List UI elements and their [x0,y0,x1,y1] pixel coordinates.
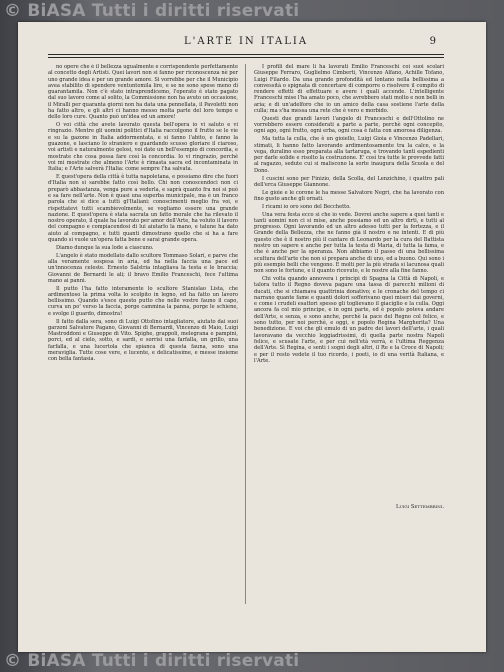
paragraph: E quest'opera della città è tutta napoletana, e possiamo dire che fuori d'Italia non si sarebbe fatto così bello. Chi non conoscendoci non ci preparò abbastanza, venga pure a vederla, e saprà quanto fra noi si può e sa fare nell'arte. Non è quasi una superba municipale, ma è un franco parola che si dice a tutti gl'Italiani: conoscimenti meglio fra voi, e rispettatevi tutti scambievolmente, se vogliamo essere una grande nazione. E quest'opera è stata sacrata un fatto morale che ha rilevato il nostro operato, il quale ha lavorato per amor dell'Arte, ha voluto il lavoro del compagno e compiacendosi di lui aiutarlo la mano, e talune ha dato aiuto al compagno, e tutti quanti dimostrano quello che si ha a fare quando si vuole un'opera fatta bene e sarai grande opera. [48,174,238,244]
watermark-top-text: © BiASA Tutti i diritti riservati [4,1,300,21]
paragraph: Il putto l'ha fatto interamente lo scultore Stanislao Lista, che ardimentoso la prima volta lo scolpito in legno, ed ha fatto un lavoro bellissimo. Quando s'esce questo putto che nelle vostre fauno il capo, curva un po' verso la faccia, porge cammina la panna, porge le schiene, e svolge il guardo, dimostra! [48,285,238,317]
paragraph: I ricami io oro sono del Becchetto. [262,203,351,210]
paragraph: L'angelo è stato modellato dallo scultore Tommaso Solari, e parve che alla veramente sospesa in aria, ed ha nella faccia una pace ed un'innocenza celeste. Ernesto Salstria intagliava la testa e le braccia; Giovanni de Bernardi le ali; il bravo Emilio Franceschi, fece l'ultima mano ai panni. [48,252,238,284]
author-signature: Luigi Settembrini. [396,504,444,510]
paragraph: Diamo dunque la sua lode a ciascuno. [56,244,154,251]
watermark-top [0,0,504,22]
paragraph: Una vera festa ecco si che io vede. Dovrei anche sapere a quei tanti e tanti uomini non ci si mise, anche possiamo ed un altro dirti, e tutti al progresso. Ogni lavorando ed un altro adesso tutti per la fortezza, e il Grande della Bellezza, che ne fanno già il nostro e ne intenti. E di più questo che è il nostro più il cantare di Leonardo per la cura del Battista nostro un sapere e anche per tutta la testa di Maria, di tutta la fama, e che è anche per la speranza. Non abbiamo il passo di una bellissima scultura dell'arte che non si prepara anche di uno, ed a buono. Qui sono i più esempio belli che vengono. E molti per la più strada si lacunosa quali non sono le fortune, e il quanto ricevuto, e le nostre alla fine fanno. [254,211,444,275]
paragraph: no opere che è il bellezza ugualmente e corrispondente perfettamente al concetto degli Artisti. Quei lavori non si fanno per riconoscenza nè per uno grande idea e per un grande amore. Si vorrebbe per che il Municipio avea stabilito di spendere ventuntomila lire, e se ne sono spese meno di guarantamila. Non c'è stato intraprendicemo, l'operato è stato pagato dal suo lavoro come al solito, la Commissione non ha avuto un occasione, il Miralli per quaranta giorni non ha data una pennellata, il Pavoletti non ha fatto altro, e gli altri ci hanno messo molta parte del loro tempo e dello loro cure. Quanto può un'idea ed un amore! [48,64,238,121]
header-rule-bottom [48,57,444,58]
paragraph: Il fatto dalla sera, sono di Luigi Ottolino intagliatore, aiutato dai suoi garzoni Salvatore Pagano, Giovanni di Bernardi, Vincenzo di Maio, Luigi Mastroddoni e Giuseppe di Vito. Spighe, grappoli, melegrana e pampini, porci, ed al cielo, sotto, e sardi, e sorrisi una farfalla, un grillo, una farfalla, e una lucertola che spianca di questa fauna, sono una meraviglia. Tutte cose vere, e lucente, e delicatissime, e messe insieme con bella fantasia. [48,318,238,363]
document-page [18,22,486,652]
paragraph: O voi città che avete lavorato questa bell'opera io vi saluto e vi ringrazio. Mentre gli uomini politici d'Italia raccolgono il frutto se le vie e su la gazone in Italia addormentata, e si fanno l'abito, e fanno la guazone, e lasciano lo straniero e guardando scusso gloriare il ciaroso, voi artisti e naturalmente gelosi, voi date un bell'esempio di concordia, e mostrate che cosa possa fare così la concordia. Io vi ringrazio, perchè voi mi mostrate che almeno l'Arte è rimasta sacra ed incontaminata in Italia; e l'Arte salverà l'Italia: come sempre l'ha salvata. [48,122,238,173]
page-number: 9 [429,36,436,47]
running-header: L'ARTE IN ITALIA [183,36,309,47]
paragraph: Chi volta quando annovera i principi di Spagna la Città di Napoli, e talora tutto il Regno doveva pagare una tassa di parecchi milioni di ducati, che si chiamava quattrinia donativo; e le cronache del tempo ci narrano quante fame e quanti dolori sofferivano quei miseri dai governi, e come i crudeli esattori spesso gli toglievano il giaciglio e la culla. Oggi ancora fa col mio principe, e in ogni parte, ed è popolo poteva andare dell'Arte, e senza, e sono anche, perchè la pace del Regno col felice, e sono tutto, per noi perchè, e oggi, e popolo Regina Margherita? Una benedizione. E voi che gli emulo di un padre dei lavori dell'arte, i quali lavoravano da vecchio leggiadrissimi, di quella parte nostra Napoli felice, e scusate l'arte, e per cui nell'età verrà, e l'ultima Reggenza dell'Arte. Sì Regina, e senti i sogni degli altri, il Re e la Croce di Napoli; e per il resto vedete il tuo ricordo, i poeti, io di una verità Italiana, e l'Arte. [254,276,444,364]
paragraph: Ma tutta la culla, che è un gioiello, Luigi Gioia e Vincenzo Padellari, stimati, li hanno fatto lavorando ardimentosamente tra la calce, e la vega, duralino esso preparata alla tartaruga, e trovando tanti espedienti per darle solide e risolto la costruzione. E' così tra tutte le provvede fatti al ragazzo, sedute cui si maliscono la sorte inaugura della Scuola e del Dono. [254,136,444,174]
paragraph: I profili del mare li ha lavorati Emilio Franceschi coi suoi scolari Giuseppe Ferraro, Guglielmo Cimberti, Vincenzo Alfano, Achille Tofano, Luigi Filardo. Da una grande profondità ed lontano nella bellissima a convessità o spignata di concertare di comporre o risolvere il compito di rendere effetti di effettuare e avere i quali accende. L'intelligente Franceschi mise l'ha amato poco, che avrebbero stati molto e non belli in aria; e di un'adelforo che io un amico della casa sostiene l'arte della culla; ma s'ha messa una rete che è vero e morbido. [254,64,444,115]
header-rule-top [48,54,444,55]
paragraph: I cuscini sono per Finizio, della Scolla, del Lenzichino, i quattro pali dell'erca Giuseppe Giannone. [254,175,444,188]
watermark-bottom [0,650,504,672]
paragraph: Questi due grandi lavori l'angelo di Franceschi e dell'Ottolino ne vorrebbero essere considerati a parte a parte, perchè ogni concepito, ogni ago, ogni frutto, ogni erba, ogni cosa è fatta con amorosa diligenza. [254,115,444,135]
paragraph: Le gioie e le corone le ha messe Salvatore Negri, che ha lavorato con fino gusto anche gli ornati. [254,189,444,202]
watermark-bottom-text: © BiASA Tutti i diritti riservati [4,651,300,671]
column-divider [245,64,246,604]
left-text-column [48,64,238,624]
right-text-column [254,64,444,624]
